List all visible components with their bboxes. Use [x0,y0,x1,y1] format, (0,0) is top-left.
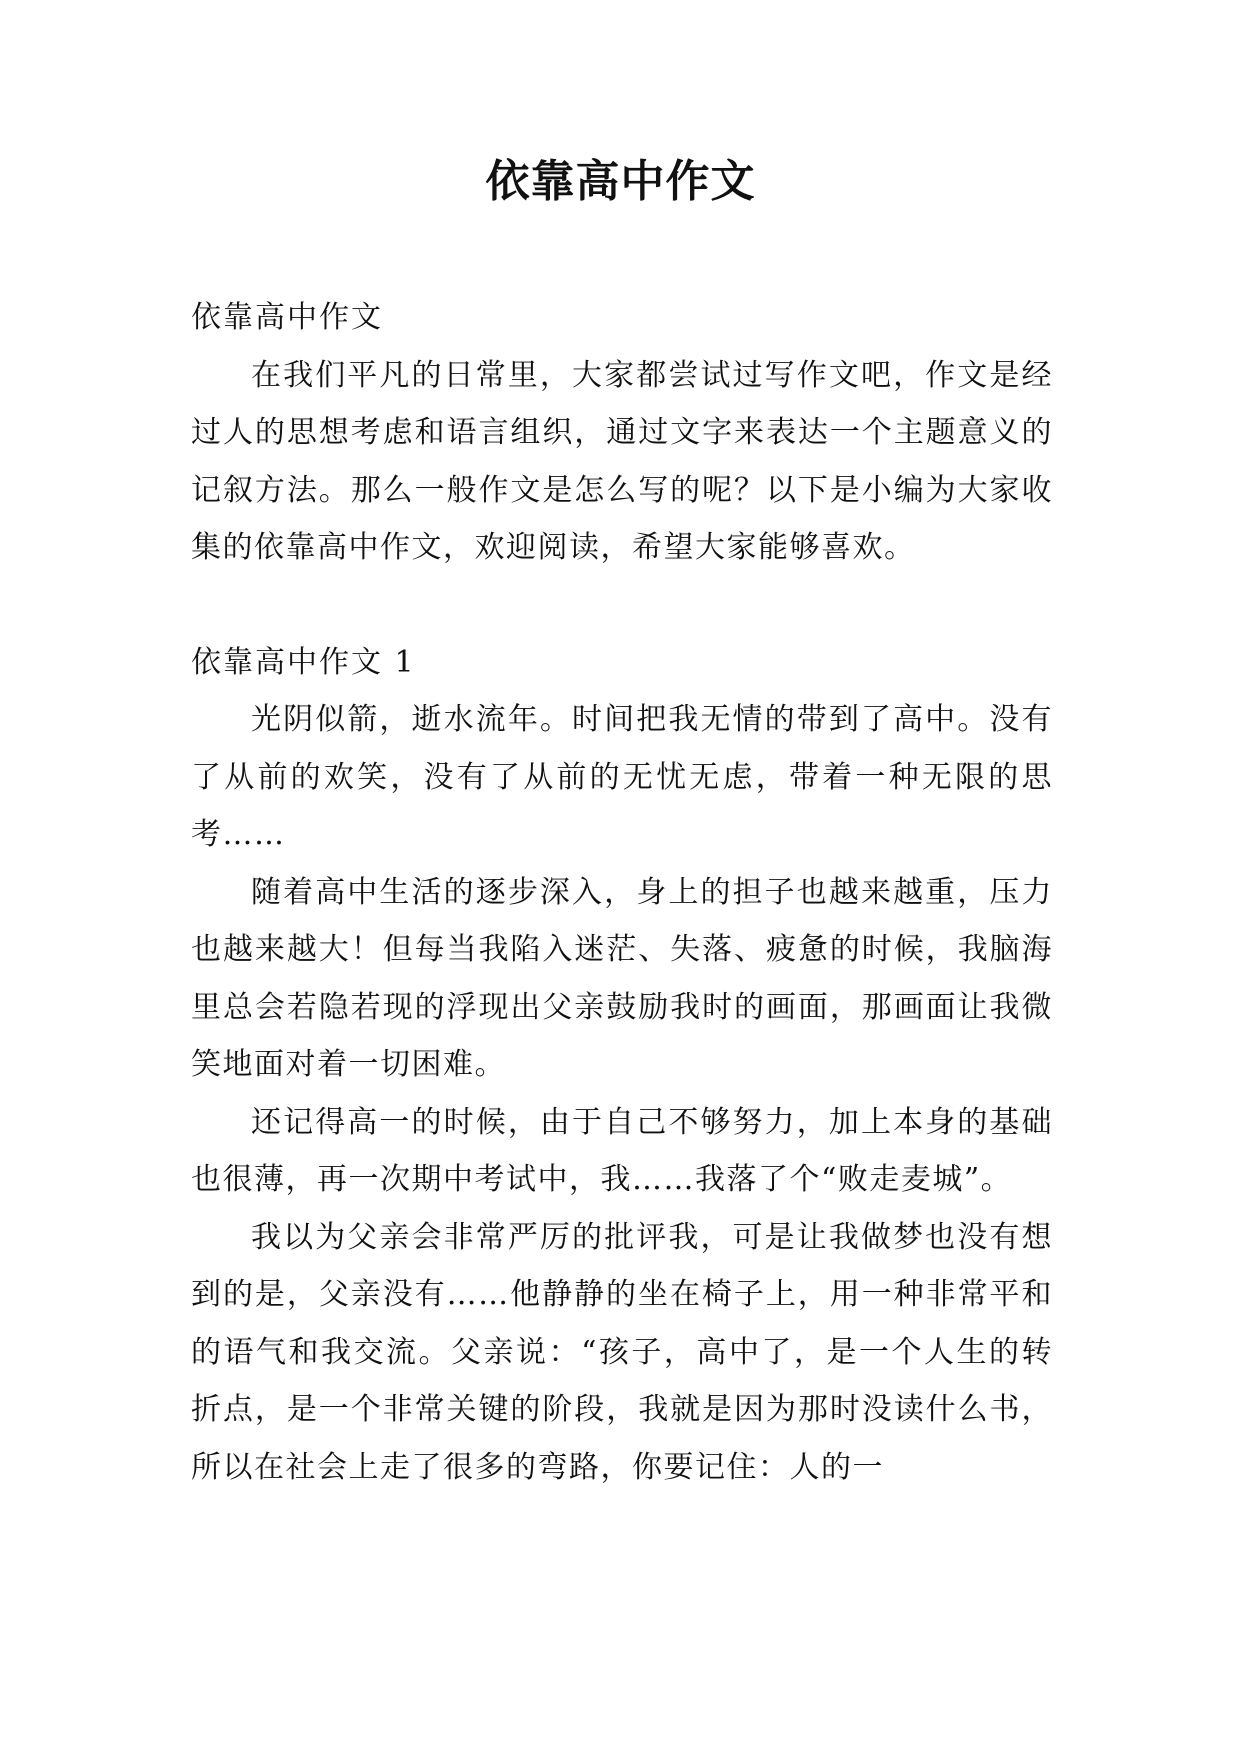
document-body [191,289,1053,1496]
intro-paragraph: 在我们平凡的日常里，大家都尝试过写作文吧，作文是经过人的思想考虑和语言组织，通过文字来表达一个主题意义的记叙方法。那么一般作文是怎么写的呢？以下是小编为大家收集的依靠高中作文，欢迎阅读，希望大家能够喜欢。 [191,357,1053,565]
document-title: 依靠高中作文 [485,156,756,207]
body-paragraph: 光阴似箭，逝水流年。时间把我无情的带到了高中。没有了从前的欢笑，没有了从前的无忧无虑，带着一种无限的思考…… [191,702,1053,852]
body-paragraph: 我以为父亲会非常严厉的批评我，可是让我做梦也没有想到的是，父亲没有……他静静的坐在椅子上，用一种非常平和的语气和我交流。父亲说：“孩子，高中了，是一个人生的转折点，是一个非常关键的阶段，我就是因为那时没读什么书，所以在社会上走了很多的弯路，你要记住：人的一 [191,1219,1053,1485]
section-spacer [191,577,1053,634]
intro-heading: 依靠高中作文 [191,300,383,335]
section-heading-1: 依靠高中作文 1 [191,644,416,680]
body-paragraph: 随着高中生活的逐步深入，身上的担子也越来越重，压力也越来越大！但每当我陷入迷茫、失落、疲惫的时候，我脑海里总会若隐若现的浮现出父亲鼓励我时的画面，那画面让我微笑地面对着一切困难。 [191,874,1053,1082]
body-paragraph: 还记得高一的时候，由于自己不够努力，加上本身的基础也很薄，再一次期中考试中，我……我落了个“败走麦城”。 [191,1104,1053,1197]
